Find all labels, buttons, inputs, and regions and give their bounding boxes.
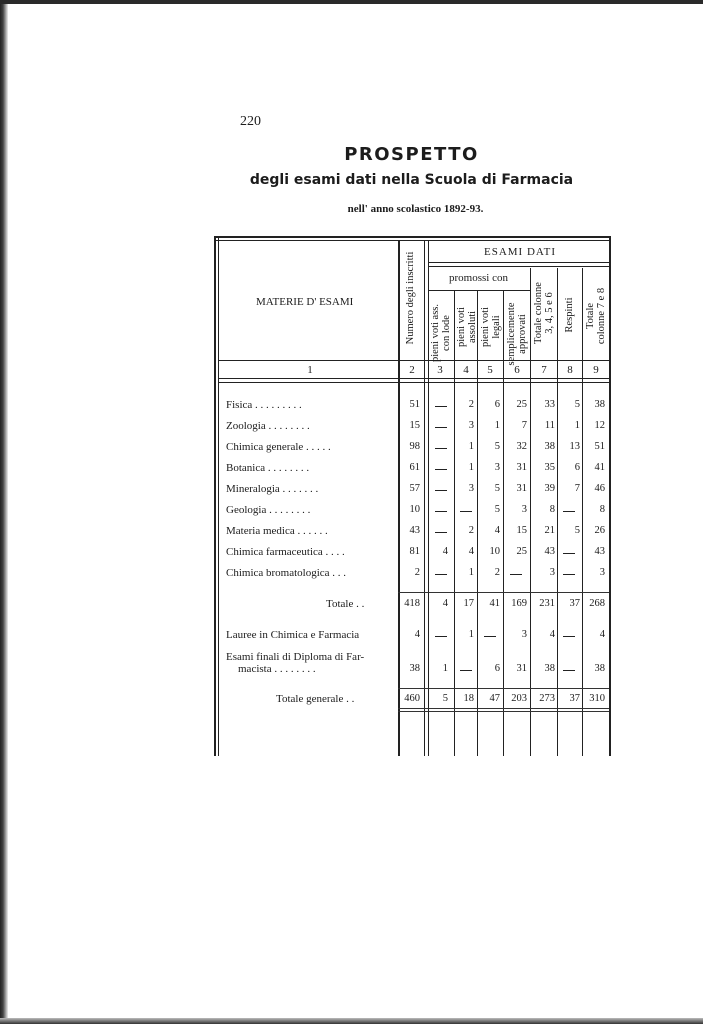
header-materie: MATERIE D' ESAMI [256,296,354,308]
totale-generale-rule-bottom-2 [398,711,609,712]
table-row-7-cell-9: 26 [594,525,605,536]
col-sep-1 [398,240,400,756]
esami-dati-rule [428,262,609,263]
colnum-rule [218,378,609,379]
header-numero-inscritti: Numero degli inscritti [405,251,416,345]
table-row-8-label: Chimica farmaceutica . . . . [226,546,345,558]
table-row-3-cell-4: 1 [468,441,474,452]
lauree-row-cell-2: 4 [414,629,420,640]
table-right-rule [609,236,611,756]
academic-year: nell' anno scolastico 1892-93. [347,203,484,215]
table-row-3-cell-9: 51 [594,441,605,452]
table-row-5-cell-4: 3 [468,483,474,494]
table-left-rule [214,236,216,756]
table-row-4-cell-5: 3 [494,462,500,473]
table-row-5-label: Mineralogia . . . . . . . [226,483,319,495]
table-row-8-cell-5: 10 [489,546,500,557]
diploma-row-cell-3: 1 [442,663,448,674]
table-row-7-cell-2: 43 [409,525,420,536]
table-row-9-cell-8-dash [563,574,575,575]
header-esami-dati: ESAMI DATI [484,246,557,258]
page-bottom-edge [0,1018,703,1024]
colnum-2: 2 [409,364,415,376]
table-row-9-cell-6-dash [510,574,522,575]
table-row-4-cell-4: 1 [468,462,474,473]
totale-row-cell-3: 4 [442,598,448,609]
diploma-row-cell-9: 38 [594,663,605,674]
table-row-3-cell-5: 5 [494,441,500,452]
totale-row-cell-8: 37 [569,598,580,609]
table-row-9-cell-9: 3 [599,567,605,578]
table-row-4-cell-6: 31 [516,462,527,473]
table-row-6-cell-2: 10 [409,504,420,515]
colnum-3: 3 [437,364,443,376]
table-row-3-label: Chimica generale . . . . . [226,441,331,453]
colnum-9: 9 [593,364,599,376]
colnum-rule-2 [218,382,609,383]
table-row-5-cell-2: 57 [409,483,420,494]
diploma-row-cell-6: 31 [516,663,527,674]
table-row-2-cell-9: 12 [594,420,605,431]
table-row-8-cell-7: 43 [544,546,555,557]
table-row-8-cell-9: 43 [594,546,605,557]
totale-generale-row-label: Totale generale . . [276,693,355,705]
totale-generale-row-cell-3: 5 [442,693,448,704]
table-row-1-cell-6: 25 [516,399,527,410]
table-row-8-cell-3: 4 [442,546,448,557]
lauree-row-cell-9: 4 [599,629,605,640]
colnum-5: 5 [487,364,493,376]
totale-row-cell-9: 268 [589,598,605,609]
colnum-7: 7 [541,364,547,376]
table-row-4-cell-8: 6 [574,462,580,473]
table-row-5-cell-9: 46 [594,483,605,494]
table-row-8-cell-4: 4 [468,546,474,557]
totale-row-cell-2: 418 [404,598,420,609]
table-row-7-cell-6: 15 [516,525,527,536]
lauree-row-cell-7: 4 [549,629,555,640]
table-row-2-label: Zoologia . . . . . . . . [226,420,310,432]
table-row-1-cell-7: 33 [544,399,555,410]
table-row-2-cell-2: 15 [409,420,420,431]
totale-generale-rule-bottom [398,708,609,709]
table-row-6-cell-7: 8 [549,504,555,515]
table-row-1-cell-9: 38 [594,399,605,410]
table-row-3-cell-7: 38 [544,441,555,452]
diploma-row-cell-2: 38 [409,663,420,674]
table-row-1-cell-2: 51 [409,399,420,410]
totale-generale-rule [398,688,609,689]
table-row-1-cell-8: 5 [574,399,580,410]
lauree-row-cell-8-dash [563,636,575,637]
table-row-9-cell-7: 3 [549,567,555,578]
col-sep-2b [428,240,429,756]
table-row-9-cell-5: 2 [494,567,500,578]
col-sep-2 [424,240,425,756]
totale-row-cell-6: 169 [511,598,527,609]
table-row-7-label: Materia medica . . . . . . [226,525,328,537]
esami-dati-rule-2 [428,266,609,267]
table-row-4-cell-9: 41 [594,462,605,473]
table-row-7-cell-7: 21 [544,525,555,536]
table-row-6-label: Geologia . . . . . . . . [226,504,311,516]
diploma-row-cell-5: 6 [494,663,500,674]
totale-generale-row-cell-6: 203 [511,693,527,704]
table-row-3-cell-2: 98 [409,441,420,452]
table-row-6-cell-9: 8 [599,504,605,515]
table-row-6-cell-8-dash [563,511,575,512]
table-row-5-cell-8: 7 [574,483,580,494]
header-totale-7-8: Totale colonne 7 e 8 [585,287,607,345]
table-row-5-cell-5: 5 [494,483,500,494]
table-row-5-cell-6: 31 [516,483,527,494]
page-top-edge [0,0,703,4]
table-row-4-cell-2: 61 [409,462,420,473]
table-row-7-cell-4: 2 [468,525,474,536]
totale-generale-row-cell-4: 18 [463,693,474,704]
totale-generale-row-cell-2: 460 [404,693,420,704]
lauree-row-cell-6: 3 [521,629,527,640]
table-row-1-cell-5: 6 [494,399,500,410]
diploma-row-label-1: Esami finali di Diploma di Far- [226,651,365,663]
table-row-2-cell-7: 11 [544,420,555,431]
header-promossi-con: promossi con [449,272,508,284]
header-bottom-rule [218,360,609,361]
totale-generale-row-cell-7: 273 [539,693,555,704]
table-row-2-cell-5: 1 [494,420,500,431]
table-row-6-cell-5: 5 [494,504,500,515]
diploma-row-label-2: macista . . . . . . . . [238,663,316,675]
table-left-rule-inner [218,236,219,756]
header-pieni-legali: pieni voti legali [480,307,502,347]
table-row-7-cell-8: 5 [574,525,580,536]
colnum-4: 4 [463,364,469,376]
page-title: PROSPETTO [344,144,479,165]
colnum-8: 8 [567,364,573,376]
table-row-8-cell-2: 81 [409,546,420,557]
table-row-9-label: Chimica bromatologica . . . [226,567,347,579]
page-number: 220 [240,114,261,129]
colnum-6: 6 [514,364,520,376]
table-row-8-cell-8-dash [563,553,575,554]
table-row-2-cell-8: 1 [574,420,580,431]
lauree-row-cell-4: 1 [468,629,474,640]
totale-generale-row-cell-5: 47 [489,693,500,704]
totale-row-cell-5: 41 [489,598,500,609]
diploma-row-cell-7: 38 [544,663,555,674]
table-row-2-cell-4: 3 [468,420,474,431]
table-row-9-cell-4: 1 [468,567,474,578]
header-totale-colonne: Totale colonne 3, 4, 5 e 6 [533,282,555,344]
table-row-1-label: Fisica . . . . . . . . . [226,399,302,411]
table-row-3-cell-6: 32 [516,441,527,452]
header-semplicemente: semplicemente approvati [506,302,528,366]
table-row-4-cell-7: 35 [544,462,555,473]
colnum-1: 1 [307,364,313,376]
table-row-8-cell-6: 25 [516,546,527,557]
table-row-6-cell-6: 3 [521,504,527,515]
table-row-2-cell-6: 7 [521,420,527,431]
page-subtitle: degli esami dati nella Scuola di Farmacia [249,172,574,188]
table-row-7-cell-5: 4 [494,525,500,536]
table-row-3-cell-8: 13 [569,441,580,452]
totale-rule [398,592,609,593]
lauree-row-label: Lauree in Chimica e Farmacia [226,629,360,641]
table-row-5-cell-7: 39 [544,483,555,494]
col-sep-7 [557,268,558,756]
header-pieni-lode: pieni voti ass. con lode [430,303,452,363]
header-respinti: Respinti [564,297,575,333]
totale-generale-row-cell-9: 310 [589,693,605,704]
table-row-4-label: Botanica . . . . . . . . [226,462,310,474]
table-row-6-cell-3-dash [435,511,447,512]
totale-row-cell-7: 231 [539,598,555,609]
totale-row-label: Totale . . [326,598,365,610]
table-row-1-cell-4: 2 [468,399,474,410]
diploma-row-cell-8-dash [563,670,575,671]
totale-generale-row-cell-8: 37 [569,693,580,704]
header-pieni-assoluti: pieni voti assoluti [456,307,478,347]
table-row-9-cell-2: 2 [414,567,420,578]
totale-row-cell-4: 17 [463,598,474,609]
lauree-row-cell-5-dash [484,636,496,637]
